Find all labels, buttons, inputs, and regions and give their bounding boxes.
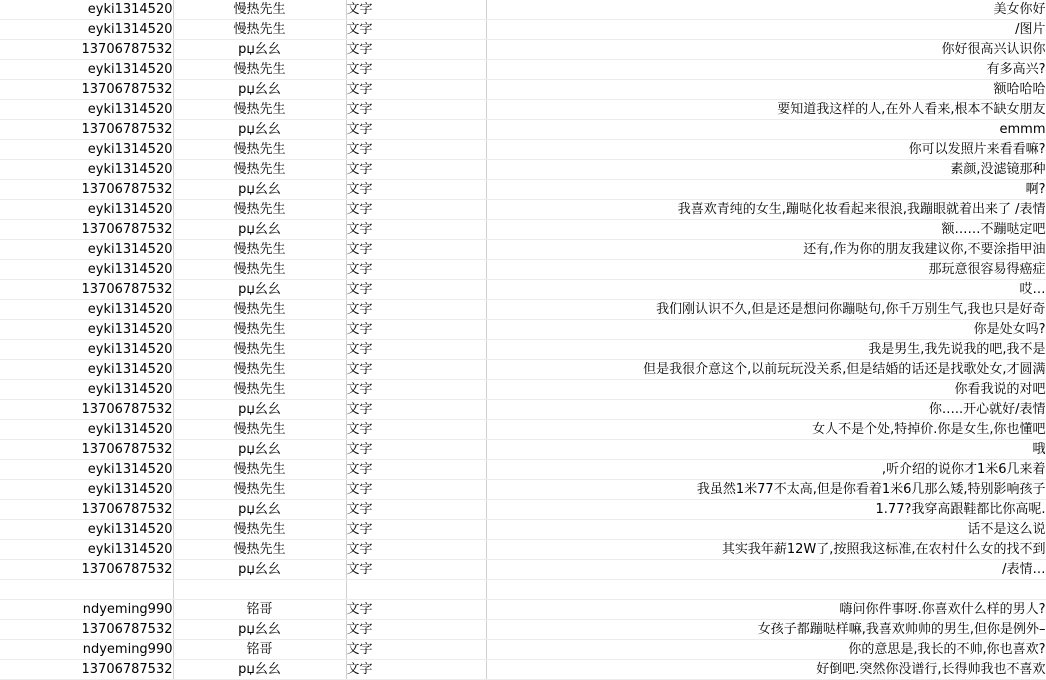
cell-nickname[interactable]: 慢热先生 (173, 300, 346, 320)
cell-message-type[interactable]: 文字 (346, 280, 486, 300)
cell-account-id[interactable]: 13706787532 (0, 560, 173, 580)
cell-nickname[interactable]: 慢热先生 (173, 360, 346, 380)
table-row[interactable] (0, 180, 1046, 200)
cell-account-id[interactable]: ndyeming990 (0, 600, 173, 620)
cell-message-text[interactable]: 我是男生,我先说我的吧,我不是 (486, 340, 1046, 360)
cell-message-type[interactable]: 文字 (346, 420, 486, 440)
cell-message-text[interactable]: 女孩子都蹦哒样嘛,我喜欢帅帅的男生,但你是例外– (486, 620, 1046, 640)
cell-account-id[interactable]: eyki1314520 (0, 200, 173, 220)
cell-message-type[interactable]: 文字 (346, 540, 486, 560)
cell-nickname[interactable]: 铭哥 (173, 640, 346, 660)
cell-account-id[interactable]: eyki1314520 (0, 140, 173, 160)
table-row[interactable] (0, 120, 1046, 140)
table-row[interactable] (0, 60, 1046, 80)
cell-account-id[interactable]: eyki1314520 (0, 300, 173, 320)
table-row[interactable] (0, 420, 1046, 440)
cell-account-id[interactable]: eyki1314520 (0, 540, 173, 560)
table-row[interactable] (0, 0, 1046, 20)
table-row[interactable] (0, 560, 1046, 580)
cell-account-id[interactable] (0, 580, 173, 600)
cell-account-id[interactable]: 13706787532 (0, 400, 173, 420)
cell-message-text[interactable]: 要知道我这样的人,在外人看来,根本不缺女朋友 (486, 100, 1046, 120)
cell-account-id[interactable]: eyki1314520 (0, 360, 173, 380)
cell-message-type[interactable]: 文字 (346, 260, 486, 280)
table-row[interactable] (0, 140, 1046, 160)
table-row[interactable] (0, 380, 1046, 400)
cell-message-type[interactable]: 文字 (346, 300, 486, 320)
cell-account-id[interactable]: 13706787532 (0, 280, 173, 300)
table-row[interactable] (0, 100, 1046, 120)
cell-account-id[interactable]: eyki1314520 (0, 420, 173, 440)
cell-message-text[interactable]: 那玩意很容易得癌症 (486, 260, 1046, 280)
cell-message-text[interactable]: ,听介绍的说你才1米6几来着 (486, 460, 1046, 480)
table-row[interactable] (0, 40, 1046, 60)
table-row[interactable] (0, 80, 1046, 100)
table-row[interactable] (0, 500, 1046, 520)
cell-message-text[interactable]: 有多高兴? (486, 60, 1046, 80)
cell-message-text[interactable]: 你好很高兴认识你 (486, 40, 1046, 60)
cell-account-id[interactable]: 13706787532 (0, 660, 173, 680)
cell-message-type[interactable]: 文字 (346, 360, 486, 380)
table-row[interactable] (0, 620, 1046, 640)
cell-message-text[interactable]: 你是处女吗? (486, 320, 1046, 340)
cell-message-type[interactable]: 文字 (346, 100, 486, 120)
cell-message-type[interactable]: 文字 (346, 620, 486, 640)
cell-message-text[interactable]: 你的意思是,我长的不帅,你也喜欢? (486, 640, 1046, 660)
cell-account-id[interactable]: eyki1314520 (0, 20, 173, 40)
cell-message-type[interactable]: 文字 (346, 220, 486, 240)
cell-message-type[interactable]: 文字 (346, 0, 486, 20)
cell-nickname[interactable]: 慢热先生 (173, 60, 346, 80)
cell-account-id[interactable]: eyki1314520 (0, 100, 173, 120)
cell-message-text[interactable]: /图片 (486, 20, 1046, 40)
table-row[interactable] (0, 460, 1046, 480)
cell-message-text[interactable]: 我们刚认识不久,但是还是想问你蹦哒句,你千万别生气,我也只是好奇 (486, 300, 1046, 320)
cell-account-id[interactable]: eyki1314520 (0, 380, 173, 400)
cell-message-type[interactable]: 文字 (346, 380, 486, 400)
table-row[interactable] (0, 300, 1046, 320)
cell-nickname[interactable]: рџ幺幺 (173, 500, 346, 520)
cell-nickname[interactable]: 慢热先生 (173, 420, 346, 440)
cell-message-type[interactable]: 文字 (346, 160, 486, 180)
cell-nickname[interactable]: 慢热先生 (173, 240, 346, 260)
cell-message-type[interactable]: 文字 (346, 320, 486, 340)
table-row[interactable] (0, 360, 1046, 380)
cell-nickname[interactable]: рџ幺幺 (173, 80, 346, 100)
cell-account-id[interactable]: eyki1314520 (0, 0, 173, 20)
cell-account-id[interactable]: eyki1314520 (0, 340, 173, 360)
cell-message-type[interactable]: 文字 (346, 640, 486, 660)
cell-account-id[interactable]: eyki1314520 (0, 260, 173, 280)
table-row[interactable] (0, 480, 1046, 500)
cell-message-type[interactable]: 文字 (346, 140, 486, 160)
cell-nickname[interactable]: рџ幺幺 (173, 220, 346, 240)
cell-nickname[interactable]: 慢热先生 (173, 460, 346, 480)
cell-account-id[interactable]: 13706787532 (0, 80, 173, 100)
cell-message-text[interactable]: 素颜,没滤镜那种 (486, 160, 1046, 180)
cell-message-type[interactable]: 文字 (346, 560, 486, 580)
cell-nickname[interactable]: 慢热先生 (173, 520, 346, 540)
cell-message-type[interactable]: 文字 (346, 660, 486, 680)
cell-message-type[interactable] (346, 580, 486, 600)
cell-nickname[interactable]: 慢热先生 (173, 100, 346, 120)
cell-nickname[interactable]: 慢热先生 (173, 480, 346, 500)
table-row[interactable] (0, 440, 1046, 460)
cell-account-id[interactable]: 13706787532 (0, 500, 173, 520)
table-row[interactable] (0, 240, 1046, 260)
cell-nickname[interactable] (173, 580, 346, 600)
cell-message-text[interactable]: 你看我说的对吧 (486, 380, 1046, 400)
cell-message-type[interactable]: 文字 (346, 400, 486, 420)
cell-account-id[interactable]: eyki1314520 (0, 240, 173, 260)
cell-account-id[interactable]: 13706787532 (0, 120, 173, 140)
cell-nickname[interactable]: 铭哥 (173, 600, 346, 620)
cell-nickname[interactable]: 慢热先生 (173, 540, 346, 560)
cell-account-id[interactable]: eyki1314520 (0, 460, 173, 480)
cell-message-type[interactable]: 文字 (346, 40, 486, 60)
cell-account-id[interactable]: eyki1314520 (0, 520, 173, 540)
cell-message-type[interactable]: 文字 (346, 520, 486, 540)
table-row[interactable] (0, 640, 1046, 660)
cell-nickname[interactable]: 慢热先生 (173, 160, 346, 180)
cell-message-type[interactable]: 文字 (346, 600, 486, 620)
cell-message-text[interactable]: 女人不是个处,特掉价.你是女生,你也懂吧 (486, 420, 1046, 440)
cell-account-id[interactable]: 13706787532 (0, 180, 173, 200)
cell-nickname[interactable]: рџ幺幺 (173, 400, 346, 420)
cell-account-id[interactable]: eyki1314520 (0, 160, 173, 180)
cell-message-type[interactable]: 文字 (346, 20, 486, 40)
cell-message-type[interactable]: 文字 (346, 200, 486, 220)
cell-message-text[interactable]: 哦 (486, 440, 1046, 460)
table-row[interactable] (0, 260, 1046, 280)
cell-message-text[interactable]: 我喜欢青纯的女生,蹦哒化妆看起来很浪,我蹦眼就着出来了 /表情 (486, 200, 1046, 220)
cell-nickname[interactable]: рџ幺幺 (173, 560, 346, 580)
cell-message-text[interactable]: emmm (486, 120, 1046, 140)
table-row[interactable] (0, 340, 1046, 360)
cell-message-type[interactable]: 文字 (346, 460, 486, 480)
table-row[interactable] (0, 540, 1046, 560)
cell-message-text[interactable]: 哎… (486, 280, 1046, 300)
cell-nickname[interactable]: 慢热先生 (173, 0, 346, 20)
cell-message-text[interactable]: 嗨问你件事呀.你喜欢什么样的男人? (486, 600, 1046, 620)
cell-message-text[interactable]: 我虽然1米77不太高,但是你看着1米6几那么矮,特别影响孩子 (486, 480, 1046, 500)
cell-nickname[interactable]: рџ幺幺 (173, 180, 346, 200)
cell-message-text[interactable] (486, 580, 1046, 600)
table-row[interactable] (0, 280, 1046, 300)
cell-message-type[interactable]: 文字 (346, 440, 486, 460)
cell-nickname[interactable]: рџ幺幺 (173, 280, 346, 300)
cell-message-text[interactable]: 1.77?我穿高跟鞋都比你高呢. (486, 500, 1046, 520)
cell-message-text[interactable]: 其实我年薪12W了,按照我这标准,在农村什么女的找不到 (486, 540, 1046, 560)
cell-nickname[interactable]: 慢热先生 (173, 340, 346, 360)
cell-message-type[interactable]: 文字 (346, 340, 486, 360)
cell-nickname[interactable]: 慢热先生 (173, 200, 346, 220)
cell-message-text[interactable]: 还有,作为你的朋友我建议你,不要涂指甲油 (486, 240, 1046, 260)
cell-account-id[interactable]: 13706787532 (0, 40, 173, 60)
cell-message-text[interactable]: 美女你好 (486, 0, 1046, 20)
cell-account-id[interactable]: eyki1314520 (0, 480, 173, 500)
cell-message-type[interactable]: 文字 (346, 240, 486, 260)
cell-nickname[interactable]: 慢热先生 (173, 20, 346, 40)
cell-account-id[interactable]: 13706787532 (0, 220, 173, 240)
cell-message-type[interactable]: 文字 (346, 60, 486, 80)
cell-nickname[interactable]: рџ幺幺 (173, 620, 346, 640)
cell-message-type[interactable]: 文字 (346, 500, 486, 520)
cell-nickname[interactable]: рџ幺幺 (173, 40, 346, 60)
cell-account-id[interactable]: ndyeming990 (0, 640, 173, 660)
table-row[interactable] (0, 660, 1046, 680)
table-row[interactable] (0, 400, 1046, 420)
table-row[interactable] (0, 220, 1046, 240)
table-row[interactable] (0, 600, 1046, 620)
table-row[interactable] (0, 20, 1046, 40)
cell-message-text[interactable]: 但是我很介意这个,以前玩玩没关系,但是结婚的话还是找歌处女,才圆满 (486, 360, 1046, 380)
cell-nickname[interactable]: рџ幺幺 (173, 120, 346, 140)
cell-nickname[interactable]: 慢热先生 (173, 260, 346, 280)
cell-message-text[interactable]: 啊? (486, 180, 1046, 200)
table-row[interactable] (0, 200, 1046, 220)
cell-message-text[interactable]: 好倒吧.突然你没谱行,长得帅我也不喜欢 (486, 660, 1046, 680)
cell-message-type[interactable]: 文字 (346, 180, 486, 200)
cell-message-text[interactable]: 额……不蹦哒定吧 (486, 220, 1046, 240)
cell-message-text[interactable]: 额哈哈哈 (486, 80, 1046, 100)
table-row[interactable] (0, 320, 1046, 340)
cell-message-type[interactable]: 文字 (346, 120, 486, 140)
cell-nickname[interactable]: 慢热先生 (173, 320, 346, 340)
cell-message-type[interactable]: 文字 (346, 80, 486, 100)
table-row[interactable] (0, 580, 1046, 600)
cell-account-id[interactable]: 13706787532 (0, 620, 173, 640)
cell-message-text[interactable]: /表情… (486, 560, 1046, 580)
cell-nickname[interactable]: 慢热先生 (173, 380, 346, 400)
cell-nickname[interactable]: рџ幺幺 (173, 660, 346, 680)
cell-message-text[interactable]: 你…..开心就好/表情 (486, 400, 1046, 420)
cell-account-id[interactable]: eyki1314520 (0, 320, 173, 340)
cell-message-text[interactable]: 话不是这么说 (486, 520, 1046, 540)
cell-account-id[interactable]: eyki1314520 (0, 60, 173, 80)
cell-nickname[interactable]: 慢热先生 (173, 140, 346, 160)
cell-message-type[interactable]: 文字 (346, 480, 486, 500)
cell-message-text[interactable]: 你可以发照片来看看嘛? (486, 140, 1046, 160)
table-row[interactable] (0, 160, 1046, 180)
cell-account-id[interactable]: 13706787532 (0, 440, 173, 460)
cell-nickname[interactable]: рџ幺幺 (173, 440, 346, 460)
table-row[interactable] (0, 520, 1046, 540)
